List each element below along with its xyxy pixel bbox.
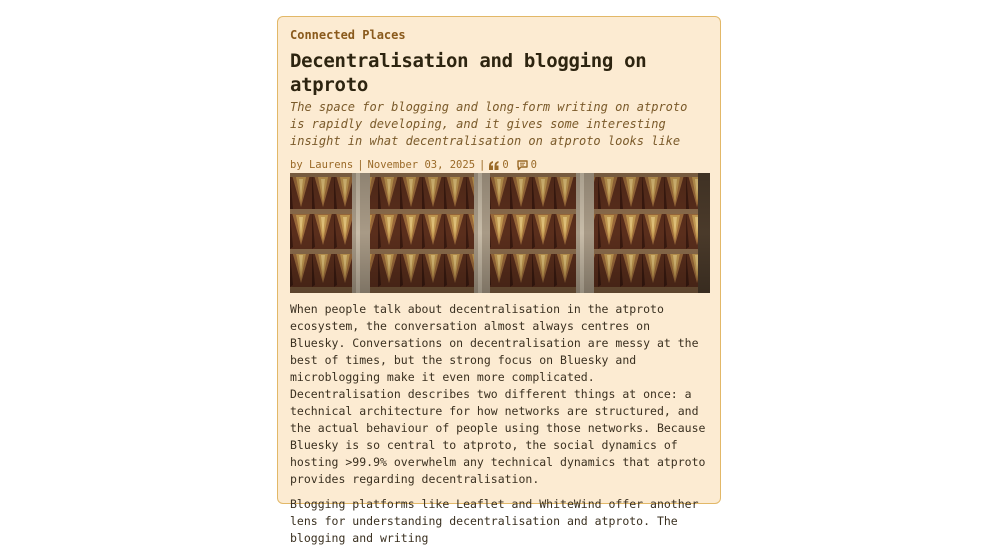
quote-count: 0	[502, 159, 509, 171]
post-header	[290, 27, 710, 172]
publication-name[interactable]: Connected Places	[290, 28, 406, 42]
post-title[interactable]: Decentralisation and blogging on atproto	[290, 50, 647, 96]
post-subtitle: The space for blogging and long-form writing on atproto is rapidly developing, and it gives some interesting insight in what decentralisation on atproto looks like	[290, 100, 688, 148]
comment-count-button[interactable]	[517, 158, 537, 172]
body-paragraph: When people talk about decentralisation in the atproto ecosystem, the conversation almost always centres on Bluesky. Conversations on decentralisation are messy at the best of times, but the strong focus on Bluesky and microblogging make it even more complicated. Decentralisation describes two different things at once: a technical architecture for how networks are structured, and the actual behaviour of people using those networks. Because Bluesky is so central to atproto, the social dynamics of hosting >99.9% overwhelm any technical dynamics that atproto provides regarding decentralisation.	[290, 302, 706, 486]
post-date: November 03, 2025	[367, 159, 476, 171]
body-paragraph: Blogging platforms like Leaflet and WhiteWind offer another lens for understanding decentralisation and atproto. The blogging and writing	[290, 497, 699, 545]
quote-count-button[interactable]	[489, 158, 508, 172]
post-meta	[290, 158, 710, 172]
author-name[interactable]: by Laurens	[290, 159, 354, 171]
post-card	[277, 16, 721, 545]
comment-count: 0	[530, 159, 537, 171]
post-body	[290, 301, 712, 555]
meta-separator: |	[357, 159, 364, 171]
quote-icon	[489, 161, 499, 170]
hero-image	[290, 173, 710, 293]
comment-icon	[517, 160, 528, 170]
meta-separator: |	[479, 159, 486, 171]
wooden-ceiling-photo	[290, 173, 710, 293]
